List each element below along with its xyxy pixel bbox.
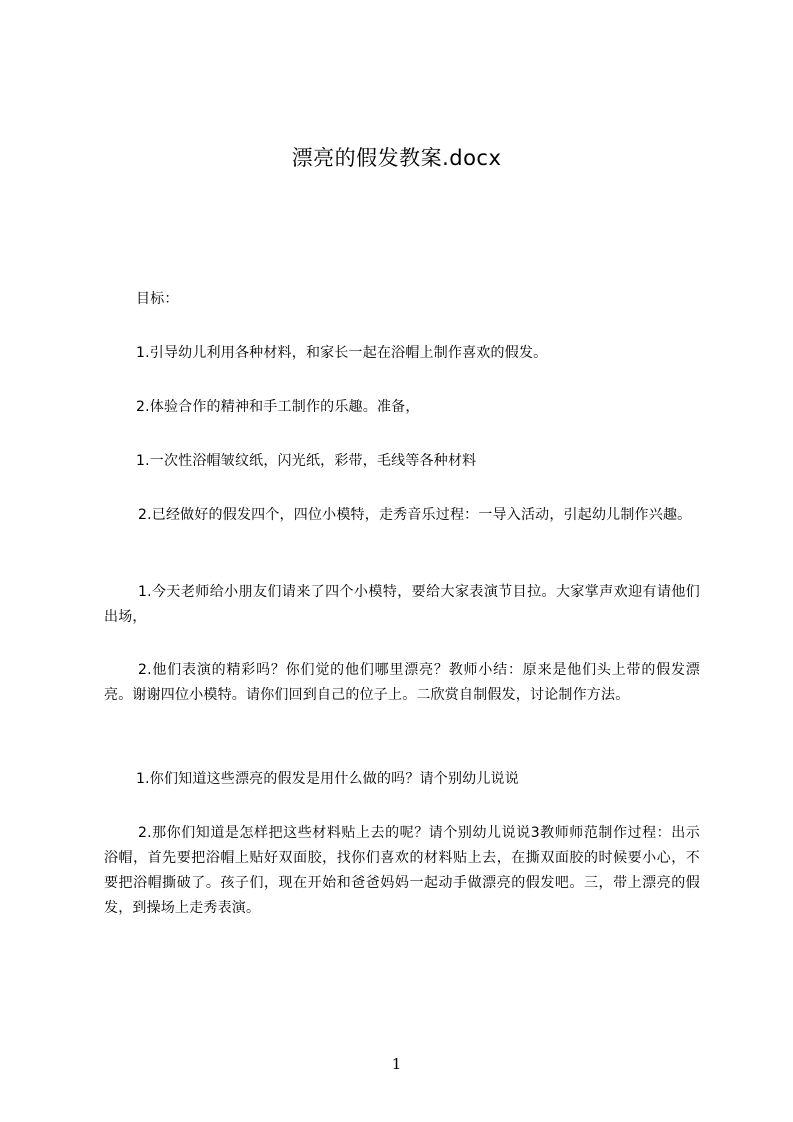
paragraph-objectives-heading: 目标：	[136, 291, 179, 307]
paragraph-question-1: 1.你们知道这些漂亮的假发是用什么做的吗？请个别幼儿说说	[136, 771, 519, 787]
page-number: 1	[391, 1055, 402, 1073]
paragraph-materials-1: 1.一次性浴帽皱纹纸，闪光纸，彩带，毛线等各种材料	[136, 453, 477, 469]
document-title: 漂亮的假发教案.docx	[291, 146, 502, 170]
paragraph-objective-1: 1.引导幼儿利用各种材料，和家长一起在浴帽上制作喜欢的假发。	[136, 345, 548, 361]
paragraph-materials-2: 2.已经做好的假发四个，四位小模特，走秀音乐过程：一导入活动，引起幼儿制作兴趣。	[138, 507, 692, 523]
paragraph-objective-2: 2.体验合作的精神和手工制作的乐趣。准备，	[136, 399, 420, 415]
paragraph-question-2: 2.那你们知道是怎样把这些材料贴上去的呢？请个别幼儿说说3教师师范制作过程：出示浴帽，首先要把浴帽上贴好双面胶，找你们喜欢的材料贴上去，在撕双面胶的时候要小心，不要把浴帽撕破了。孩子们，现在开始和爸爸妈妈一起动手做漂亮的假发吧。三，带上漂亮的假发，到操场上走秀表演。	[104, 825, 700, 916]
paragraph-step-2: 2.他们表演的精彩吗？你们觉的他们哪里漂亮？教师小结：原来是他们头上带的假发漂亮。谢谢四位小模特。请你们回到自己的位子上。二欣赏自制假发，讨论制作方法。	[104, 662, 700, 703]
paragraph-step-1: 1.今天老师给小朋友们请来了四个小模特，要给大家表演节目拉。大家掌声欢迎有请他们出场，	[104, 584, 700, 625]
